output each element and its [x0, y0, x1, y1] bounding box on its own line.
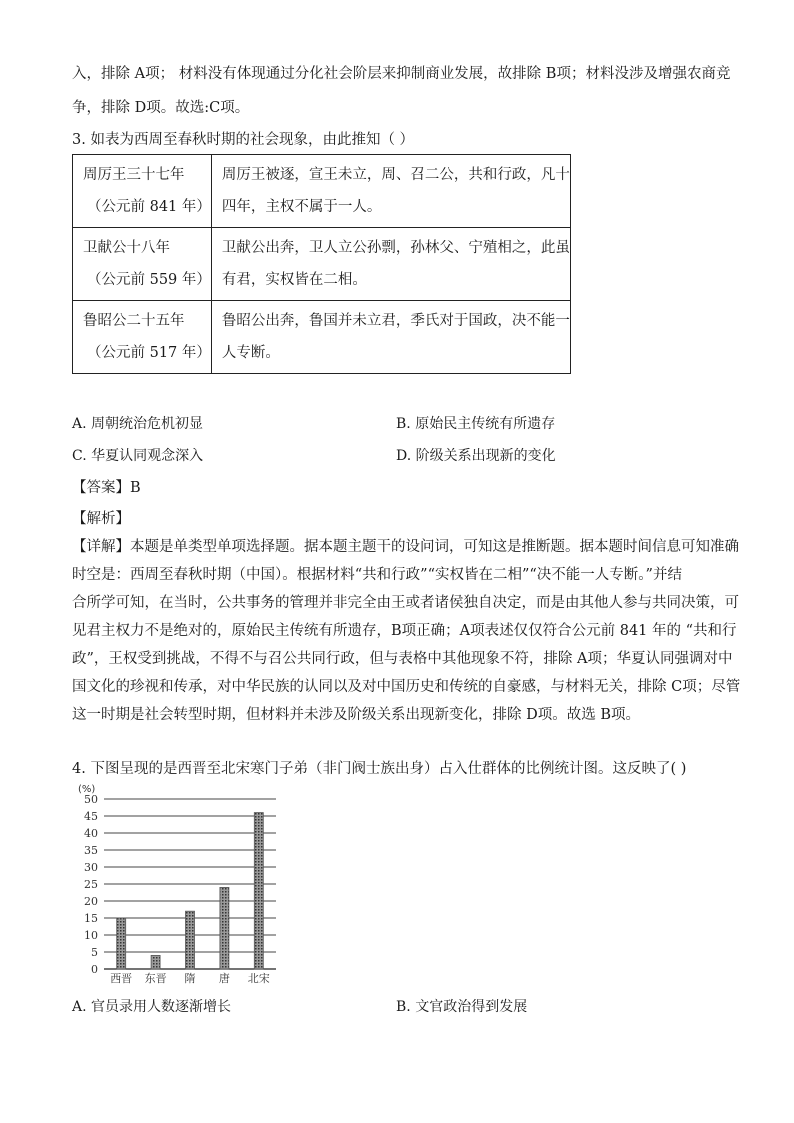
detail-line: 合所学可知，在当时，公共事务的管理并非完全由王或者诸侯独自决定，而是由其他人参与共同决策，可 [72, 595, 739, 611]
table-row [73, 155, 571, 228]
prev-answer-line-1: 入，排除 A项； 材料没有体现通过分化社会阶层来抑制商业发展，故排除 B项；材料没涉及增强农商竞 [72, 66, 731, 82]
bar [117, 918, 126, 969]
bar [220, 887, 229, 969]
x-tick-label: 唐 [218, 972, 230, 985]
question-4-option-a[interactable]: A. 官员录用人数逐渐增长 [72, 999, 232, 1015]
detail-line: 时空是：西周至春秋时期（中国）。根据材料“共和行政”“实权皆在二相”“决不能一人专断。”并结 [72, 567, 682, 583]
bar-chart [72, 783, 292, 988]
x-tick-label: 北宋 [247, 972, 270, 985]
y-tick-label: 35 [84, 844, 98, 857]
table-cell-year: （公元前 841 年） [87, 199, 211, 215]
x-tick-label: 东晋 [144, 972, 167, 985]
detail-line: 见君主权力不是绝对的，原始民主传统有所遗存，B项正确；A项表述仅仅符合公元前 841 年的 “共和行 [72, 623, 737, 639]
y-tick-label: 10 [84, 929, 98, 942]
question-4-stem: 4. 下图呈现的是西晋至北宋寒门子弟（非门阀士族出身）占入仕群体的比例统计图。这反映了( ) [72, 761, 687, 777]
question-4-option-b[interactable]: B. 文官政治得到发展 [396, 999, 528, 1015]
question-3-option-d[interactable]: D. 阶级关系出现新的变化 [396, 448, 556, 464]
table-cell-text: 人专断。 [221, 345, 280, 361]
question-3-option-c[interactable]: C. 华夏认同观念深入 [72, 448, 204, 464]
y-axis-label: (%) [78, 784, 96, 795]
y-tick-label: 30 [84, 861, 98, 874]
table-cell-text: 卫献公出奔，卫人立公孙剽，孙林父、宁殖相之，此虽 [221, 240, 570, 256]
bar [254, 813, 263, 969]
bar [186, 911, 195, 969]
detail-line: 政”，王权受到挑战，不得不与召公共同行政，但与表格中其他现象不符，排除 A项；华夏认同强调对中 [72, 651, 733, 667]
question-3-table [72, 154, 571, 374]
table-cell-year: （公元前 559 年） [87, 272, 211, 288]
question-3-detail [72, 533, 741, 729]
table-row [73, 301, 571, 374]
table-row [73, 228, 571, 301]
table-cell-year: （公元前 517 年） [87, 345, 211, 361]
y-tick-label: 5 [91, 946, 98, 959]
table-cell-ruler: 卫献公十八年 [83, 240, 170, 256]
question-3-stem: 3. 如表为西周至春秋时期的社会现象，由此推知（ ） [72, 132, 415, 148]
question-3-option-b[interactable]: B. 原始民主传统有所遗存 [396, 416, 556, 432]
y-tick-label: 40 [84, 827, 98, 840]
y-tick-label: 20 [84, 895, 98, 908]
y-tick-label: 25 [84, 878, 98, 891]
table-cell-text: 鲁昭公出奔，鲁国并未立君，季氏对于国政，决不能一 [221, 313, 570, 329]
table-cell-text: 四年，主权不属于一人。 [221, 199, 382, 215]
table-cell-ruler: 鲁昭公二十五年 [83, 313, 185, 329]
y-tick-label: 45 [84, 810, 98, 823]
y-tick-label: 0 [91, 963, 98, 976]
table-cell-text: 周厉王被逐，宣王未立，周、召二公，共和行政，凡十 [221, 167, 570, 183]
detail-line: 国文化的珍视和传承，对中华民族的认同以及对中国历史和传统的自豪感，与材料无关，排除 C项；尽管 [72, 679, 741, 695]
bar [151, 955, 160, 969]
prev-answer-line-2: 争，排除 D项。故选:C项。 [72, 100, 250, 116]
x-tick-label: 隋 [184, 972, 196, 985]
analysis-tag: 【解析】 [72, 511, 130, 527]
y-tick-label: 50 [84, 793, 98, 806]
table-cell-ruler: 周厉王三十七年 [83, 167, 185, 183]
answer-tag: 【答案】B [72, 480, 141, 496]
detail-line: 这一时期是社会转型时期，但材料并未涉及阶级关系出现新变化，排除 D项。故选 B项。 [72, 707, 640, 723]
table-cell-text: 有君，实权皆在二相。 [221, 272, 367, 288]
detail-line: 【详解】本题是单类型单项选择题。据本题主题干的设问词，可知这是推断题。据本题时间信息可知准确 [72, 539, 739, 555]
x-tick-label: 西晋 [110, 972, 133, 985]
y-tick-label: 15 [84, 912, 98, 925]
question-3-option-a[interactable]: A. 周朝统治危机初显 [72, 416, 204, 432]
